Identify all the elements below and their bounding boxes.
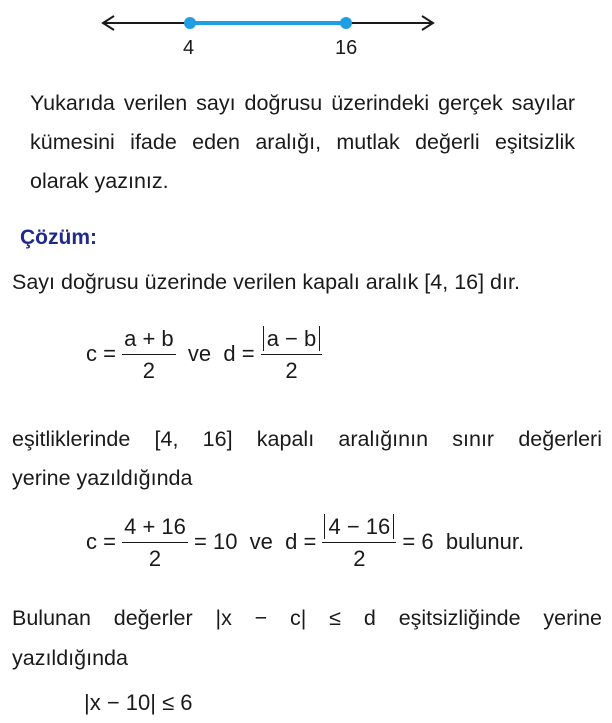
calc-c-denominator: 2 [148, 546, 162, 571]
right-tick-label: 16 [335, 37, 358, 59]
final-inequality: |x − 10| ≤ 6 [84, 690, 193, 715]
formula-d-numerator [261, 326, 323, 355]
formula-c-fraction [122, 326, 176, 384]
calculation [86, 514, 524, 572]
formula-c-numerator: a + b [122, 326, 176, 355]
formula-connector: ve [187, 340, 212, 366]
solution-line-4: Bulunan değerler |x − c| ≤ d eşitsizliğinde yerine [12, 606, 602, 630]
right-endpoint-dot [340, 17, 352, 29]
solution-line-2: eşitliklerinde [4, 16] kapalı aralığının sınır değerleri [12, 427, 602, 451]
solution-line-5: yazıldığında [12, 646, 128, 670]
calc-d-numerator [322, 514, 396, 543]
calc-d-lhs: d = [285, 528, 317, 554]
number-line [0, 0, 612, 70]
calc-d-result: = 6 [402, 528, 434, 554]
formula-c-lhs: c = [86, 340, 116, 366]
solution-heading: Çözüm: [20, 226, 97, 249]
solution-line-3: yerine yazıldığında [12, 466, 193, 490]
formula-c-denominator: 2 [142, 358, 155, 383]
formula-c-d [86, 326, 322, 384]
calc-c-lhs: c = [86, 528, 116, 554]
formula-d-abs: a − b [263, 326, 321, 351]
formula-d-lhs: d = [223, 340, 255, 366]
calc-d-denominator: 2 [353, 546, 366, 571]
solution-line-1: Sayı doğrusu üzerinde verilen kapalı aralık [4, 16] dır. [12, 270, 520, 294]
formula-d-fraction [261, 326, 323, 384]
formula-d-denominator: 2 [285, 358, 298, 383]
calc-d-abs: 4 − 16 [324, 514, 394, 539]
calc-c-numerator: 4 + 16 [122, 514, 188, 543]
calc-c-result: = 10 [194, 528, 238, 554]
calc-d-fraction [322, 514, 396, 572]
left-endpoint-dot [184, 17, 196, 29]
question-text: Yukarıda verilen sayı doğrusu üzerindeki gerçek sayılar kümesini ifade eden aralığı, mutlak değerli eşitsizlik olarak yazınız. [30, 91, 575, 193]
calc-c-fraction [122, 514, 188, 572]
left-tick-label: 4 [183, 37, 195, 59]
calc-suffix: bulunur. [445, 528, 525, 554]
calc-connector: ve [249, 528, 273, 554]
